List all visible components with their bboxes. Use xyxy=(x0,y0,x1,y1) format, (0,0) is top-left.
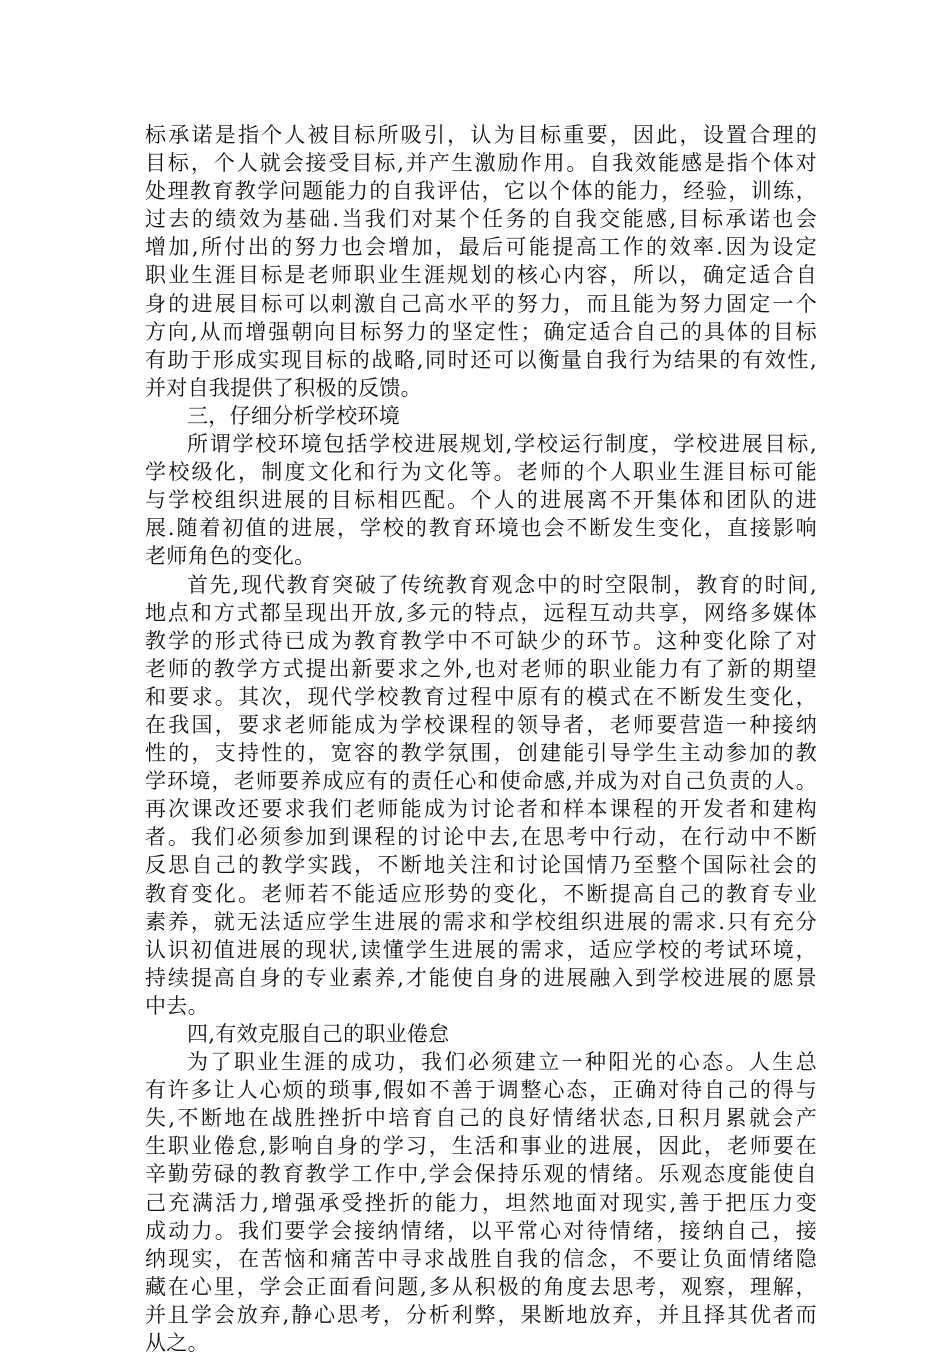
text-line: 有助于形成实现目标的战略,同时还可以衡量自我行为结果的有效性, xyxy=(145,347,817,372)
text-line: 老师的教学方式提出新要求之外,也对老师的职业能力有了新的期望 xyxy=(145,656,817,681)
text-line: 持续提高自身的专业素养,才能使自身的进展融入到学校进展的愿景 xyxy=(145,965,817,990)
text-line: 目标，个人就会接受目标,并产生激励作用。自我效能感是指个体对 xyxy=(145,151,817,176)
text-line: 老师角色的变化。 xyxy=(145,544,316,569)
text-line: 从之。 xyxy=(145,1331,209,1356)
text-line: 辛勤劳碌的教育教学工作中,学会保持乐观的情绪。乐观态度能使自 xyxy=(145,1162,817,1187)
text-line: 己充满活力,增强承受挫折的能力，坦然地面对现实,善于把压力变 xyxy=(145,1190,817,1215)
text-line: 再次课改还要求我们老师能成为讨论者和样本课程的开发者和建构 xyxy=(145,797,817,822)
text-line: 藏在心里，学会正面看问题,多从积极的角度去思考，观察，理解， xyxy=(145,1274,817,1299)
text-line: 反思自己的教学实践，不断地关注和讨论国情乃至整个国际社会的 xyxy=(145,853,817,878)
body-paragraph xyxy=(145,430,817,570)
body-paragraph xyxy=(145,121,817,402)
text-line: 成动力。我们要学会接纳情绪，以平常心对待情绪，接纳自己，接 xyxy=(145,1218,817,1243)
text-line: 职业生涯目标是老师职业生涯规划的核心内容，所以，确定适合自 xyxy=(145,263,817,288)
text-line: 纳现实，在苦恼和痛苦中寻求战胜自我的信念，不要让负面情绪隐 xyxy=(145,1246,817,1271)
heading-text: 四,有效克服自己的职业倦怠 xyxy=(187,1022,450,1046)
text-line: 方向,从而增强朝向目标努力的坚定性；确定适合自己的具体的目标 xyxy=(145,319,817,344)
text-line: 认识初值进展的现状,读懂学生进展的需求，适应学校的考试环境， xyxy=(145,937,817,962)
text-line: 教学的形式待已成为教育教学中不可缺少的环节。这种变化除了对 xyxy=(145,628,817,653)
text-line: 标承诺是指个人被目标所吸引，认为目标重要，因此，设置合理的 xyxy=(145,123,817,147)
text-line: 为了职业生涯的成功，我们必须建立一种阳光的心态。人生总 xyxy=(187,1050,817,1075)
text-line: 素养，就无法适应学生进展的需求和学校组织进展的需求.只有充分 xyxy=(145,909,817,934)
text-line: 失,不断地在战胜挫折中培育自己的良好情绪状态,日积月累就会产 xyxy=(145,1106,817,1131)
text-line: 与学校组织进展的目标相匹配。个人的进展离不开集体和团队的进 xyxy=(145,488,817,513)
text-line: 展.随着初值的进展，学校的教育环境也会不断发生变化，直接影响 xyxy=(145,516,817,541)
text-line: 所谓学校环境包括学校进展规划,学校运行制度，学校进展目标, xyxy=(187,432,817,457)
text-line: 性的，支持性的，宽容的教学氛围，创建能引导学生主动参加的教 xyxy=(145,741,817,766)
text-line: 首先,现代教育突破了传统教育观念中的时空限制，教育的时间, xyxy=(187,572,817,597)
body-paragraph xyxy=(145,571,817,1021)
text-line: 生职业倦怠,影响自身的学习，生活和事业的进展，因此，老师要在 xyxy=(145,1134,817,1159)
text-line: 处理教育教学问题能力的自我评估，它以个体的能力，经验，训练， xyxy=(145,179,817,204)
section-heading xyxy=(145,1020,817,1048)
text-line: 学校级化，制度文化和行为文化等。老师的个人职业生涯目标可能 xyxy=(145,460,817,485)
heading-text: 三，仔细分析学校环境 xyxy=(187,403,400,428)
text-line: 地点和方式都呈现出开放,多元的特点，远程互动共享，网络多媒体 xyxy=(145,600,817,625)
section-heading xyxy=(145,402,817,430)
text-line: 中去。 xyxy=(145,993,209,1018)
text-line: 者。我们必须参加到课程的讨论中去,在思考中行动，在行动中不断 xyxy=(145,825,817,850)
body-paragraph xyxy=(145,1048,817,1357)
document-page xyxy=(145,121,817,1357)
text-line: 过去的绩效为基础.当我们对某个任务的自我交能感,目标承诺也会 xyxy=(145,207,817,232)
text-line: 和要求。其次，现代学校教育过程中原有的模式在不断发生变化， xyxy=(145,684,817,709)
text-line: 有许多让人心烦的琐事,假如不善于调整心态，正确对待自己的得与 xyxy=(145,1078,817,1103)
text-line: 教育变化。老师若不能适应形势的变化，不断提高自己的教育专业 xyxy=(145,881,817,906)
text-line: 并且学会放弃,静心思考，分析利弊，果断地放弃，并且择其优者而 xyxy=(145,1302,817,1327)
text-line: 学环境，老师要养成应有的责任心和使命感,并成为对自己负责的人。 xyxy=(145,769,817,794)
text-line: 并对自我提供了积极的反馈。 xyxy=(145,375,422,400)
text-line: 增加,所付出的努力也会增加，最后可能提高工作的效率.因为设定 xyxy=(145,235,817,260)
text-line: 身的进展目标可以刺激自己高水平的努力，而且能为努力固定一个 xyxy=(145,291,817,316)
text-line: 在我国，要求老师能成为学校课程的领导者，老师要营造一种接纳 xyxy=(145,712,817,737)
